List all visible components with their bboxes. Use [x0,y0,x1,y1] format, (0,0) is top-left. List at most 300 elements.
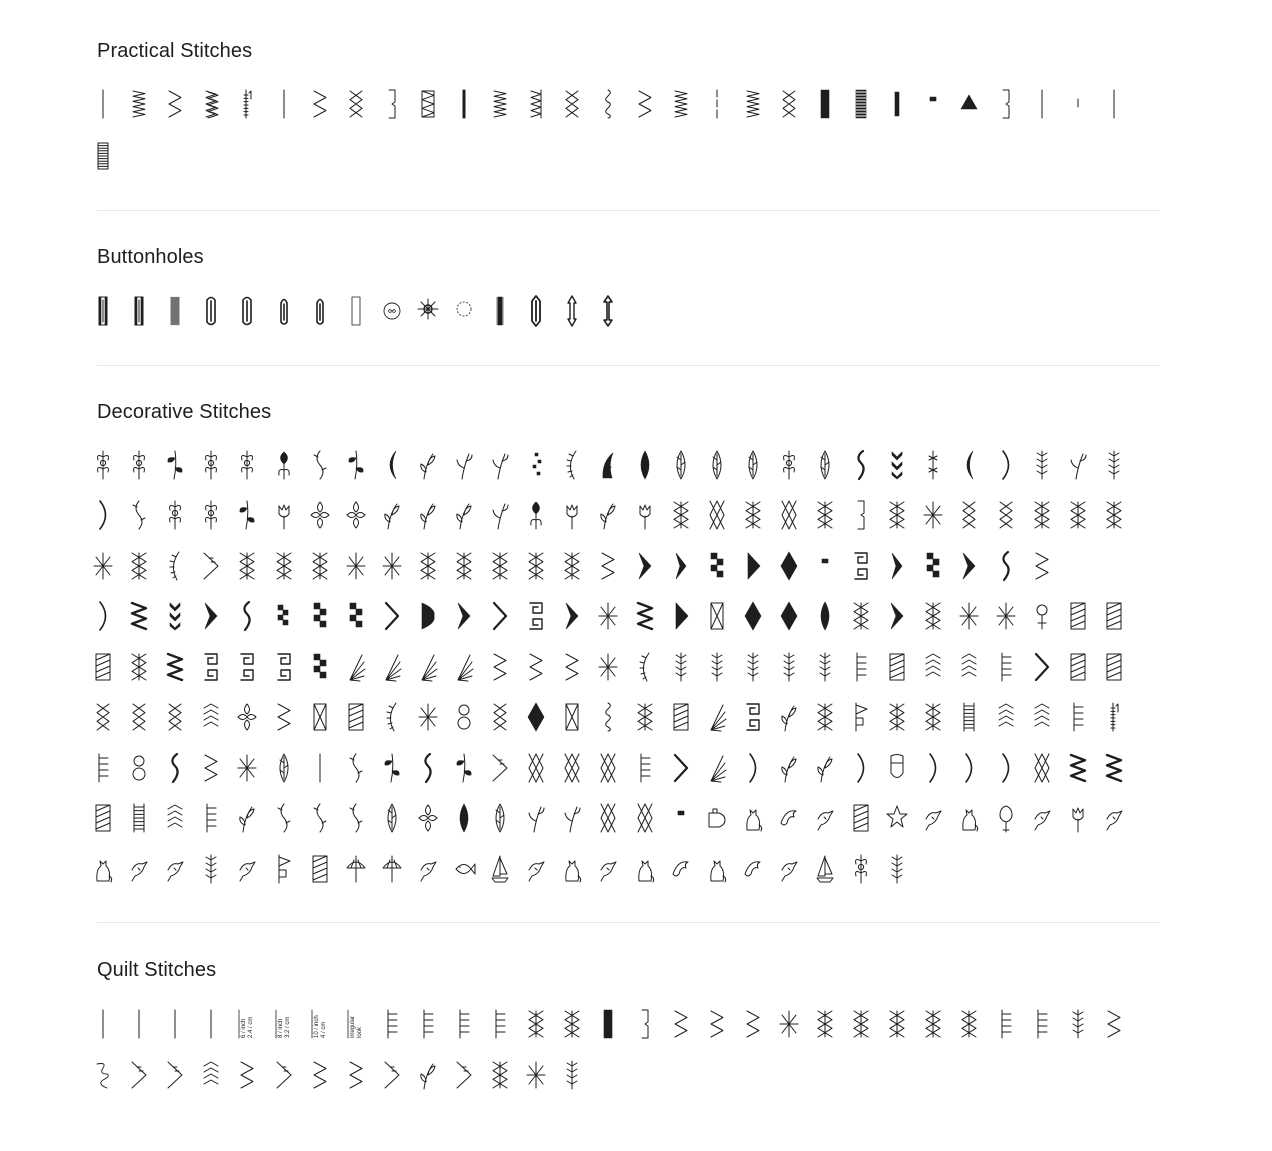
straight-stitch-icon[interactable] [125,1006,153,1042]
zigzag-wide-stitch-icon[interactable] [1100,1006,1128,1042]
vine-stitch-icon[interactable] [306,800,334,836]
star-burst-stitch-icon[interactable] [89,548,117,584]
leaf-stem-stitch-icon[interactable] [486,447,514,483]
block-steps-stitch-icon[interactable] [342,598,370,634]
leaf-stem-stitch-icon[interactable] [558,800,586,836]
comb-stitch-icon[interactable] [992,649,1020,685]
hatch-box-stitch-icon[interactable] [1064,649,1092,685]
chevron-solid-stitch-icon[interactable] [667,548,695,584]
greek-key-stitch-icon[interactable] [233,649,261,685]
vine-stitch-icon[interactable] [125,497,153,533]
hatch-box-stitch-icon[interactable] [883,649,911,685]
straight-stitch-icon[interactable] [89,1006,117,1042]
cross-chain-stitch-icon[interactable] [919,1006,947,1042]
satin-narrow-stitch-icon[interactable] [883,86,911,122]
straight-stitch-icon[interactable] [270,86,298,122]
cat-stitch-icon[interactable] [703,851,731,887]
cross-chain-stitch-icon[interactable] [811,497,839,533]
chevron-stack-stitch-icon[interactable] [992,699,1020,735]
star-burst-stitch-icon[interactable] [378,548,406,584]
leaf-curl-stitch-icon[interactable] [775,699,803,735]
cat-stitch-icon[interactable] [739,800,767,836]
chevron-wide-stitch-icon[interactable] [486,598,514,634]
chevron-stack-stitch-icon[interactable] [1028,699,1056,735]
straight-number-stitch-icon[interactable] [1100,699,1128,735]
cat-stitch-icon[interactable] [955,800,983,836]
vine-stitch-icon[interactable] [342,800,370,836]
fern-curve-stitch-icon[interactable] [161,548,189,584]
cross-chain-stitch-icon[interactable] [306,548,334,584]
arrow-solid-stitch-icon[interactable] [883,598,911,634]
flower-cross-stitch-icon[interactable] [342,497,370,533]
leaf-solid-stitch-icon[interactable] [811,598,839,634]
diamond-x-stitch-icon[interactable] [631,800,659,836]
flower-cross-stitch-icon[interactable] [414,800,442,836]
cross-chain-stitch-icon[interactable] [919,699,947,735]
fern-curve-stitch-icon[interactable] [631,649,659,685]
vine-stitch-icon[interactable] [306,447,334,483]
zigzag-bold-stitch-icon[interactable] [161,649,189,685]
straight-dash-stitch-icon[interactable] [703,86,731,122]
zigzag-wide-stitch-icon[interactable] [233,1057,261,1093]
hatch-box-stitch-icon[interactable] [1100,598,1128,634]
leaf-pair-stitch-icon[interactable] [522,497,550,533]
bird-stitch-icon[interactable] [161,851,189,887]
cross-chain-stitch-icon[interactable] [883,1006,911,1042]
greek-key-stitch-icon[interactable] [847,548,875,584]
chevron-blocks-stitch-icon[interactable] [270,598,298,634]
buttonhole-round-stitch-icon[interactable] [197,293,225,329]
greek-key-stitch-icon[interactable] [522,598,550,634]
chevron-solid-stitch-icon[interactable] [883,548,911,584]
block-steps-stitch-icon[interactable] [306,598,334,634]
crescent-stitch-icon[interactable] [847,750,875,786]
wave-leaf-stitch-icon[interactable] [161,750,189,786]
hatch-box-stitch-icon[interactable] [847,800,875,836]
cross-chain-stitch-icon[interactable] [558,1006,586,1042]
overlock-stitch-icon[interactable] [522,86,550,122]
leaf-curl-stitch-icon[interactable] [811,750,839,786]
arrow-zig-stitch-icon[interactable] [270,1057,298,1093]
fern-curve-stitch-icon[interactable] [558,447,586,483]
diamond-solid-stitch-icon[interactable] [775,598,803,634]
arrow-solid-stitch-icon[interactable] [631,548,659,584]
cross-chain-stitch-icon[interactable] [522,548,550,584]
feather-stitch-icon[interactable] [1064,1006,1092,1042]
crescent-stitch-icon[interactable] [89,497,117,533]
star-column-stitch-icon[interactable] [919,447,947,483]
tulip-stitch-icon[interactable] [1064,800,1092,836]
flower-vine-stitch-icon[interactable] [775,447,803,483]
crescent-stitch-icon[interactable] [992,750,1020,786]
leaf-outline-stitch-icon[interactable] [811,447,839,483]
crescent-leaf-stitch-icon[interactable] [955,447,983,483]
straight-stitch-icon[interactable] [1028,86,1056,122]
triple-straight-stitch-icon[interactable] [450,86,478,122]
leaf-vine-stitch-icon[interactable] [378,750,406,786]
leaf-outline-stitch-icon[interactable] [486,800,514,836]
cross-chain-stitch-icon[interactable] [847,1006,875,1042]
zigzag-wide-stitch-icon[interactable] [270,699,298,735]
eight-stitch-icon[interactable] [450,699,478,735]
star-burst-stitch-icon[interactable] [992,598,1020,634]
crescent-stitch-icon[interactable] [992,447,1020,483]
triangle-solid-stitch-icon[interactable] [667,598,695,634]
buttonhole-tapered-stitch-icon[interactable] [522,293,550,329]
zigzag-wide-stitch-icon[interactable] [1028,548,1056,584]
cross-chain-stitch-icon[interactable] [1028,497,1056,533]
script-stitch-icon[interactable] [89,1057,117,1093]
comb-stitch-icon[interactable] [414,1006,442,1042]
buttonhole-keyhole-stitch-icon[interactable] [270,293,298,329]
buttonhole-outline-stitch-icon[interactable] [342,293,370,329]
serpentine-stitch-icon[interactable] [594,86,622,122]
leaf-curl-stitch-icon[interactable] [594,497,622,533]
chevron-wide-stitch-icon[interactable] [378,598,406,634]
dolphin-stitch-icon[interactable] [667,851,695,887]
fan-stitch-icon[interactable] [703,750,731,786]
arrow-solid-stitch-icon[interactable] [197,598,225,634]
fan-stitch-icon[interactable] [450,649,478,685]
box-x-stitch-icon[interactable] [306,699,334,735]
tack-stitch-icon[interactable] [667,800,695,836]
honeycomb-stitch-icon[interactable] [486,699,514,735]
buttonhole-arrow-stitch-icon[interactable] [558,293,586,329]
label-irregular-stitch-icon[interactable] [342,1006,370,1042]
bracket-stitch-icon[interactable] [847,497,875,533]
zigzag-wide-stitch-icon[interactable] [631,86,659,122]
vase-stitch-icon[interactable] [703,800,731,836]
honeycomb-stitch-icon[interactable] [161,699,189,735]
arrow-solid-stitch-icon[interactable] [450,598,478,634]
arrow-zig-stitch-icon[interactable] [125,1057,153,1093]
chevron-wide-stitch-icon[interactable] [1028,649,1056,685]
buttonhole-standard-stitch-icon[interactable] [89,293,117,329]
leaf-solid-stitch-icon[interactable] [450,800,478,836]
zigzag-3step-stitch-icon[interactable] [197,86,225,122]
star-burst-stitch-icon[interactable] [342,548,370,584]
tulip-stitch-icon[interactable] [558,497,586,533]
tulip-stitch-icon[interactable] [631,497,659,533]
cross-chain-stitch-icon[interactable] [450,548,478,584]
vine-stitch-icon[interactable] [342,750,370,786]
triangle-stitch-icon[interactable] [955,86,983,122]
cat-stitch-icon[interactable] [89,851,117,887]
feather-stitch-icon[interactable] [197,851,225,887]
flower-vine-stitch-icon[interactable] [161,497,189,533]
triangle-solid-stitch-icon[interactable] [739,548,767,584]
zigzag-dense-stitch-icon[interactable] [739,86,767,122]
star-burst-stitch-icon[interactable] [919,497,947,533]
chevron-stack-stitch-icon[interactable] [955,649,983,685]
arrow-zig-stitch-icon[interactable] [378,1057,406,1093]
ladder-stitch-icon[interactable] [955,699,983,735]
greek-key-stitch-icon[interactable] [739,699,767,735]
box-x-stitch-icon[interactable] [558,699,586,735]
leaf-stem-stitch-icon[interactable] [522,800,550,836]
dots-vine-stitch-icon[interactable] [522,447,550,483]
label-10-stitch-icon[interactable] [306,1006,334,1042]
ladder-stitch-icon[interactable] [125,800,153,836]
cross-chain-stitch-icon[interactable] [522,1006,550,1042]
bracket-stitch-icon[interactable] [992,86,1020,122]
zigzag-wide-stitch-icon[interactable] [522,649,550,685]
box-zigzag-stitch-icon[interactable] [414,86,442,122]
leaf-outline-stitch-icon[interactable] [270,750,298,786]
cross-chain-stitch-icon[interactable] [811,699,839,735]
honeycomb-stitch-icon[interactable] [775,86,803,122]
block-steps-stitch-icon[interactable] [703,548,731,584]
cat-stitch-icon[interactable] [558,851,586,887]
fan-stitch-icon[interactable] [378,649,406,685]
star-burst-stitch-icon[interactable] [955,598,983,634]
cross-chain-stitch-icon[interactable] [955,1006,983,1042]
zigzag-bold-stitch-icon[interactable] [1100,750,1128,786]
umbrella-stitch-icon[interactable] [342,851,370,887]
block-steps-stitch-icon[interactable] [919,548,947,584]
shell-column-stitch-icon[interactable] [89,138,117,174]
comb-stitch-icon[interactable] [1064,699,1092,735]
buttonhole-dense-stitch-icon[interactable] [161,293,189,329]
cross-chain-stitch-icon[interactable] [414,548,442,584]
crescent-stitch-icon[interactable] [919,750,947,786]
dolphin-stitch-icon[interactable] [739,851,767,887]
leaf-curl-stitch-icon[interactable] [775,750,803,786]
honeycomb-stitch-icon[interactable] [992,497,1020,533]
wave-leaf-stitch-icon[interactable] [414,750,442,786]
star-stitch-icon[interactable] [883,800,911,836]
diamond-solid-stitch-icon[interactable] [522,699,550,735]
leaf-solid-stitch-icon[interactable] [631,447,659,483]
leaf-vine-stitch-icon[interactable] [161,447,189,483]
cross-chain-stitch-icon[interactable] [919,598,947,634]
comb-stitch-icon[interactable] [1028,1006,1056,1042]
button-sew-stitch-icon[interactable] [378,293,406,329]
bird-stitch-icon[interactable] [919,800,947,836]
zigzag-dense-stitch-icon[interactable] [486,86,514,122]
chevron-stack-stitch-icon[interactable] [919,649,947,685]
zigzag-wide-stitch-icon[interactable] [306,86,334,122]
leaf-outline-stitch-icon[interactable] [739,447,767,483]
hatch-box-stitch-icon[interactable] [667,699,695,735]
zigzag-dense-stitch-icon[interactable] [125,86,153,122]
leaf-stem-stitch-icon[interactable] [486,497,514,533]
zigzag-wide-stitch-icon[interactable] [594,548,622,584]
cross-chain-stitch-icon[interactable] [739,497,767,533]
wave-leaf-stitch-icon[interactable] [992,548,1020,584]
crescent-stitch-icon[interactable] [955,750,983,786]
feather-stitch-icon[interactable] [667,649,695,685]
satin-bar-cross-stitch-icon[interactable] [847,86,875,122]
star-burst-stitch-icon[interactable] [522,1057,550,1093]
bird-stitch-icon[interactable] [522,851,550,887]
block-steps-stitch-icon[interactable] [306,649,334,685]
zigzag-wide-stitch-icon[interactable] [197,750,225,786]
sailboat-stitch-icon[interactable] [486,851,514,887]
cross-chain-stitch-icon[interactable] [558,548,586,584]
zigzag-bold-stitch-icon[interactable] [1064,750,1092,786]
leaf-curl-stitch-icon[interactable] [378,497,406,533]
wave-leaf-stitch-icon[interactable] [233,598,261,634]
short-dash-stitch-icon[interactable] [1064,86,1092,122]
flower-vine-stitch-icon[interactable] [125,447,153,483]
comb-stitch-icon[interactable] [89,750,117,786]
bird-stitch-icon[interactable] [775,851,803,887]
sailboat-stitch-icon[interactable] [811,851,839,887]
feather-stitch-icon[interactable] [1100,447,1128,483]
honeycomb-stitch-icon[interactable] [955,497,983,533]
cross-chain-stitch-icon[interactable] [883,497,911,533]
flag-stitch-icon[interactable] [847,699,875,735]
zigzag-wide-stitch-icon[interactable] [667,1006,695,1042]
label-6-stitch-icon[interactable] [233,1006,261,1042]
flower-vine-stitch-icon[interactable] [233,447,261,483]
leaf-outline-stitch-icon[interactable] [703,447,731,483]
leaf-pair-stitch-icon[interactable] [270,447,298,483]
cross-chain-stitch-icon[interactable] [811,1006,839,1042]
comb-stitch-icon[interactable] [631,750,659,786]
comb-stitch-icon[interactable] [450,1006,478,1042]
leaf-curl-stitch-icon[interactable] [450,497,478,533]
arrow-zig-stitch-icon[interactable] [161,1057,189,1093]
straight-stitch-icon[interactable] [306,750,334,786]
flower-vine-stitch-icon[interactable] [197,447,225,483]
star-burst-stitch-icon[interactable] [594,649,622,685]
honeycomb-stitch-icon[interactable] [558,86,586,122]
eight-stitch-icon[interactable] [125,750,153,786]
chevron-stack-stitch-icon[interactable] [197,699,225,735]
leaf-stem-stitch-icon[interactable] [450,447,478,483]
bracket-stitch-icon[interactable] [631,1006,659,1042]
arrow-zig-stitch-icon[interactable] [486,750,514,786]
fern-curve-stitch-icon[interactable] [378,699,406,735]
zigzag-wide-stitch-icon[interactable] [703,1006,731,1042]
buttonhole-satin-stitch-icon[interactable] [486,293,514,329]
bird-stitch-icon[interactable] [1100,800,1128,836]
leaf-curl-stitch-icon[interactable] [233,800,261,836]
cross-chain-stitch-icon[interactable] [270,548,298,584]
leaf-curl-stitch-icon[interactable] [414,497,442,533]
comb-stitch-icon[interactable] [486,1006,514,1042]
arrow-zig-stitch-icon[interactable] [197,548,225,584]
satin-bar-stitch-icon[interactable] [594,1006,622,1042]
diamond-x-stitch-icon[interactable] [1028,750,1056,786]
zigzag-wide-stitch-icon[interactable] [342,1057,370,1093]
fan-stitch-icon[interactable] [703,699,731,735]
crescent-leaf-stitch-icon[interactable] [378,447,406,483]
zigzag-wide-stitch-icon[interactable] [161,86,189,122]
feather-stitch-icon[interactable] [558,1057,586,1093]
diamond-x-stitch-icon[interactable] [594,800,622,836]
leaf-vine-stitch-icon[interactable] [342,447,370,483]
fan-stitch-icon[interactable] [342,649,370,685]
flower-vine-stitch-icon[interactable] [197,497,225,533]
diamond-solid-stitch-icon[interactable] [775,548,803,584]
dolphin-stitch-icon[interactable] [775,800,803,836]
star-burst-stitch-icon[interactable] [594,598,622,634]
hatch-box-stitch-icon[interactable] [342,699,370,735]
comb-stitch-icon[interactable] [847,649,875,685]
flower-vine-stitch-icon[interactable] [89,447,117,483]
crescent-stitch-icon[interactable] [739,750,767,786]
comb-stitch-icon[interactable] [197,800,225,836]
cross-chain-stitch-icon[interactable] [847,598,875,634]
fish-stitch-icon[interactable] [450,851,478,887]
straight-stitch-icon[interactable] [89,86,117,122]
flower-vine-stitch-icon[interactable] [847,851,875,887]
buttonhole-standard-stitch-icon[interactable] [125,293,153,329]
zigzag-wide-stitch-icon[interactable] [739,1006,767,1042]
diamond-x-stitch-icon[interactable] [775,497,803,533]
cross-chain-stitch-icon[interactable] [486,1057,514,1093]
leaf-stem-stitch-icon[interactable] [1064,447,1092,483]
diamond-x-stitch-icon[interactable] [522,750,550,786]
buttonhole-round-stitch-icon[interactable] [233,293,261,329]
diamond-solid-stitch-icon[interactable] [739,598,767,634]
zigzag-dense-stitch-icon[interactable] [667,86,695,122]
flag-stitch-icon[interactable] [270,851,298,887]
arrow-solid-stitch-icon[interactable] [558,598,586,634]
star-burst-stitch-icon[interactable] [414,699,442,735]
feather-stitch-icon[interactable] [811,649,839,685]
cross-chain-stitch-icon[interactable] [883,699,911,735]
arrow-solid-stitch-icon[interactable] [955,548,983,584]
tulip-stitch-icon[interactable] [270,497,298,533]
greek-key-stitch-icon[interactable] [270,649,298,685]
tack-stitch-icon[interactable] [919,86,947,122]
cross-chain-stitch-icon[interactable] [1100,497,1128,533]
chevron-stack-stitch-icon[interactable] [161,800,189,836]
shield-stitch-icon[interactable] [883,750,911,786]
ring-dot-stitch-icon[interactable] [1028,598,1056,634]
arrow-zig-stitch-icon[interactable] [450,1057,478,1093]
flower-cross-stitch-icon[interactable] [306,497,334,533]
vine-stitch-icon[interactable] [270,800,298,836]
bird-stitch-icon[interactable] [414,851,442,887]
arrow-column-stitch-icon[interactable] [161,598,189,634]
eyelet-round-stitch-icon[interactable] [450,293,478,329]
bird-stitch-icon[interactable] [125,851,153,887]
diamond-x-stitch-icon[interactable] [594,750,622,786]
chevron-stack-stitch-icon[interactable] [197,1057,225,1093]
zigzag-bold-stitch-icon[interactable] [125,598,153,634]
comb-stitch-icon[interactable] [992,1006,1020,1042]
cross-chain-stitch-icon[interactable] [233,548,261,584]
star-burst-stitch-icon[interactable] [775,1006,803,1042]
arrow-column-stitch-icon[interactable] [883,447,911,483]
zigzag-bold-stitch-icon[interactable] [631,598,659,634]
bird-stitch-icon[interactable] [594,851,622,887]
straight-stitch-icon[interactable] [161,1006,189,1042]
flower-cross-stitch-icon[interactable] [233,699,261,735]
cross-chain-stitch-icon[interactable] [125,548,153,584]
feather-stitch-icon[interactable] [775,649,803,685]
honeycomb-stitch-icon[interactable] [89,699,117,735]
leaf-vine-stitch-icon[interactable] [233,497,261,533]
zigzag-wide-stitch-icon[interactable] [558,649,586,685]
serpentine-stitch-icon[interactable] [594,699,622,735]
cross-chain-stitch-icon[interactable] [1064,497,1092,533]
tack-stitch-icon[interactable] [811,548,839,584]
cross-chain-stitch-icon[interactable] [631,699,659,735]
star-burst-stitch-icon[interactable] [233,750,261,786]
comb-stitch-icon[interactable] [378,1006,406,1042]
fan-stitch-icon[interactable] [414,649,442,685]
crescent-stitch-icon[interactable] [89,598,117,634]
straight-stitch-icon[interactable] [1100,86,1128,122]
label-8-stitch-icon[interactable] [270,1006,298,1042]
straight-stitch-icon[interactable] [197,1006,225,1042]
